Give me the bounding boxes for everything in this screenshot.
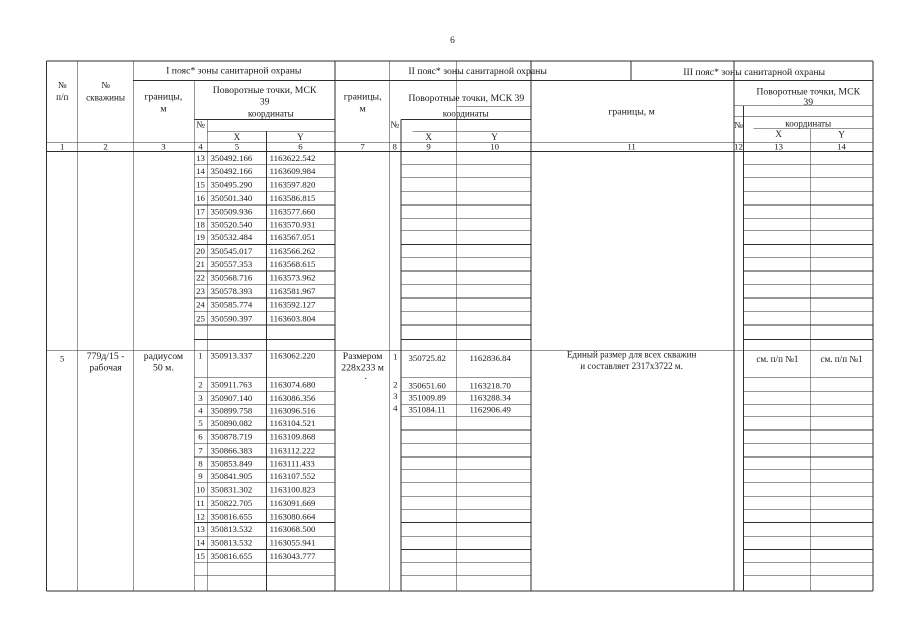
well5-zone2-boundary: . xyxy=(364,371,367,383)
point-number: 3 xyxy=(393,391,398,402)
point-number: 10 xyxy=(196,484,205,495)
point-number: 11 xyxy=(196,498,205,509)
well5-zone1-boundary: 50 м. xyxy=(153,362,174,374)
column-number: 6 xyxy=(298,141,303,152)
point-y-coordinate: 1163080.664 xyxy=(269,511,316,522)
point-y-coordinate: 1163107.552 xyxy=(269,471,316,482)
point-number: 6 xyxy=(198,431,203,442)
point-y-coordinate: 1163592.127 xyxy=(269,299,316,310)
point-x-coordinate: 350568.716 xyxy=(210,272,253,283)
point-number: 22 xyxy=(196,272,205,283)
point-y-coordinate: 1163109.868 xyxy=(269,431,316,442)
point-x-coordinate: 350520.540 xyxy=(210,219,253,230)
point-number: 15 xyxy=(196,179,205,190)
point-number: 5 xyxy=(198,418,203,429)
point-number: 1 xyxy=(198,350,203,361)
point-number: 19 xyxy=(196,232,205,243)
row-number-header: № xyxy=(57,80,67,91)
point-x-coordinate: 350822.705 xyxy=(210,498,253,509)
zone1-boundary-header: м xyxy=(160,103,167,115)
point-number: 17 xyxy=(196,206,205,217)
point-x-coordinate: 350501.340 xyxy=(210,193,253,204)
well5-status: рабочая xyxy=(89,362,122,374)
zone2-boundary-header: м xyxy=(359,103,366,115)
point-y-coordinate: 1163096.516 xyxy=(269,405,316,416)
point-number: 2 xyxy=(393,379,398,390)
zone2-turning-header: Поворотные точки, МСК 39 xyxy=(408,93,525,105)
zone3-x-header: X xyxy=(775,129,782,140)
point-y-coordinate: 1163104.521 xyxy=(269,418,316,429)
point-x-coordinate: 350853.849 xyxy=(210,458,253,469)
point-x-coordinate: 350816.655 xyxy=(210,511,253,522)
point-x-coordinate: 350911.763 xyxy=(210,379,252,390)
column-number: 9 xyxy=(426,141,431,152)
point-number: 4 xyxy=(198,405,203,416)
zone2-point-no-header: № xyxy=(390,119,400,130)
column-number: 2 xyxy=(103,141,108,152)
zone3-turning-header: 39 xyxy=(803,96,814,108)
zone1-turning-header: 39 xyxy=(259,96,270,108)
point-number: 24 xyxy=(196,299,205,310)
column-number: 8 xyxy=(392,141,397,152)
zone1-point-no-header: № xyxy=(196,119,205,130)
column-number: 12 xyxy=(734,141,743,152)
point-x-coordinate: 350816.655 xyxy=(210,550,253,561)
well-number-header: № xyxy=(101,80,110,91)
point-number: 23 xyxy=(196,286,205,297)
point-x-coordinate: 350878.719 xyxy=(210,431,253,442)
well5-zone3-boundary: и составляет 2317x3722 м. xyxy=(580,361,683,372)
column-number: 7 xyxy=(360,141,365,152)
point-y-coordinate: 1163111.433 xyxy=(269,458,315,469)
well5-zone3-boundary: Единый размер для всех скважин xyxy=(566,349,697,360)
point-y-coordinate: 1163581.967 xyxy=(269,286,316,297)
zone3-boundary-header: границы, м xyxy=(608,106,655,118)
point-y-coordinate: 1163086.356 xyxy=(269,393,316,404)
point-y-coordinate: 1163100.823 xyxy=(269,484,316,495)
point-x-coordinate: 350725.82 xyxy=(408,352,446,363)
column-number: 3 xyxy=(161,141,166,152)
point-number: 21 xyxy=(196,259,205,270)
point-y-coordinate: 1163570.931 xyxy=(269,219,316,230)
zone3-turning-header: Поворотные точки, МСК xyxy=(756,86,861,98)
point-y-coordinate: 1163218.70 xyxy=(469,380,511,391)
point-x-coordinate: 350907.140 xyxy=(210,393,253,404)
point-y-coordinate: 1163288.34 xyxy=(469,392,511,403)
point-number: 25 xyxy=(196,313,205,324)
well-number-header: скважины xyxy=(86,92,126,103)
point-x-coordinate: 350545.017 xyxy=(210,245,253,256)
point-y-coordinate: 1163603.804 xyxy=(269,313,316,324)
point-y-coordinate: 1163567.051 xyxy=(269,232,316,243)
point-x-coordinate: 350890.082 xyxy=(210,418,253,429)
point-number: 18 xyxy=(196,219,205,230)
page-number: 6 xyxy=(450,35,455,46)
point-x-coordinate: 350913.337 xyxy=(210,350,253,361)
point-x-coordinate: 350578.393 xyxy=(210,286,253,297)
point-x-coordinate: 350899.758 xyxy=(210,405,253,416)
point-x-coordinate: 351084.11 xyxy=(408,404,446,415)
point-y-coordinate: 1163074.680 xyxy=(269,379,316,390)
point-x-coordinate: 350585.774 xyxy=(210,299,253,310)
point-x-coordinate: 350590.397 xyxy=(210,313,253,324)
point-y-coordinate: 1163577.660 xyxy=(269,206,316,217)
row-number-header: п/п xyxy=(56,91,69,102)
point-number: 14 xyxy=(196,537,205,548)
point-number: 16 xyxy=(196,193,205,204)
zone3-title: III пояс* зоны санитарной охраны xyxy=(683,66,826,78)
point-x-coordinate: 350651.60 xyxy=(408,380,446,391)
sanitary-zone-table xyxy=(46,60,874,591)
point-y-coordinate: 1163568.615 xyxy=(269,259,316,270)
point-y-coordinate: 1163573.962 xyxy=(269,272,316,283)
point-y-coordinate: 1163091.669 xyxy=(269,498,316,509)
point-x-coordinate: 350492.166 xyxy=(210,152,253,163)
zone1-x-header: X xyxy=(233,132,241,143)
point-x-coordinate: 350866.383 xyxy=(210,445,253,456)
point-x-coordinate: 350492.166 xyxy=(210,166,253,177)
well5-row-number: 5 xyxy=(60,353,65,364)
zone1-title: I пояс* зоны санитарной охраны xyxy=(166,65,302,77)
point-x-coordinate: 350557.353 xyxy=(210,259,253,270)
column-number: 13 xyxy=(774,141,784,152)
zone3-point-no-header: № xyxy=(734,120,743,131)
point-number: 1 xyxy=(393,351,398,362)
point-number: 15 xyxy=(196,550,205,561)
point-number: 13 xyxy=(196,523,205,534)
point-x-coordinate: 350813.532 xyxy=(210,537,253,548)
well5-zone2-boundary: Размером xyxy=(342,350,383,362)
point-number: 8 xyxy=(198,458,203,469)
point-y-coordinate: 1163062.220 xyxy=(269,350,316,361)
column-number: 5 xyxy=(234,141,240,152)
well5-name: 779д/15 - xyxy=(86,350,125,362)
point-x-coordinate: 350831.302 xyxy=(210,484,253,495)
column-number: 10 xyxy=(490,141,500,152)
point-x-coordinate: 350813.532 xyxy=(210,523,253,534)
point-number: 12 xyxy=(196,511,205,522)
point-number: 2 xyxy=(198,379,203,390)
point-y-coordinate: 1163586.815 xyxy=(269,193,316,204)
point-number: 20 xyxy=(196,245,205,256)
zone2-coordinates-header: координаты xyxy=(442,108,489,119)
point-y-coordinate: 1163566.262 xyxy=(269,245,316,256)
zone3-coordinates-header: координаты xyxy=(785,118,832,129)
point-y-coordinate: 1162836.84 xyxy=(469,352,511,363)
point-y-coordinate: 1163068.500 xyxy=(269,523,316,534)
zone2-title: II пояс* зоны санитарной охраны xyxy=(408,66,547,78)
point-y-coordinate: 1163609.984 xyxy=(269,166,316,177)
point-number: 14 xyxy=(196,166,205,177)
zone1-turning-header: Поворотные точки, МСК xyxy=(212,85,317,97)
zone3-y-header: Y xyxy=(838,129,845,140)
point-x-coordinate: 351009.89 xyxy=(408,392,446,403)
point-y-coordinate: 1163112.222 xyxy=(269,445,316,456)
point-y-coordinate: 1163055.941 xyxy=(269,537,316,548)
column-number: 14 xyxy=(837,141,846,152)
column-number: 11 xyxy=(627,141,636,152)
zone2-y-header: Y xyxy=(491,132,498,143)
point-number: 7 xyxy=(198,445,203,456)
well5-zone3-y-reference: см. п/п №1 xyxy=(820,354,863,365)
point-x-coordinate: 350532.484 xyxy=(210,232,253,243)
point-x-coordinate: 350841.905 xyxy=(210,471,253,482)
column-number: 4 xyxy=(198,141,203,152)
point-number: 4 xyxy=(393,403,398,414)
column-number: 1 xyxy=(60,141,65,152)
point-x-coordinate: 350495.290 xyxy=(210,179,253,190)
point-number: 9 xyxy=(198,471,203,482)
well5-zone3-x-reference: см. п/п №1 xyxy=(756,354,799,365)
point-y-coordinate: 1163597.820 xyxy=(269,179,316,190)
point-number: 3 xyxy=(198,393,203,404)
point-number: 13 xyxy=(196,152,205,163)
point-x-coordinate: 350509.936 xyxy=(210,206,253,217)
zone1-y-header: Y xyxy=(297,132,304,143)
zone2-boundary-header: границы, xyxy=(343,91,382,103)
zone1-boundary-header: границы, xyxy=(144,91,183,103)
point-y-coordinate: 1163622.542 xyxy=(269,152,316,163)
point-y-coordinate: 1163043.777 xyxy=(269,550,316,561)
zone2-x-header: X xyxy=(425,132,432,143)
well5-zone2-boundary: 228x233 м xyxy=(341,362,384,374)
zone1-coordinates-header: координаты xyxy=(247,108,294,119)
point-y-coordinate: 1162906.49 xyxy=(469,404,511,415)
well5-zone1-boundary: радиусом xyxy=(143,350,184,362)
